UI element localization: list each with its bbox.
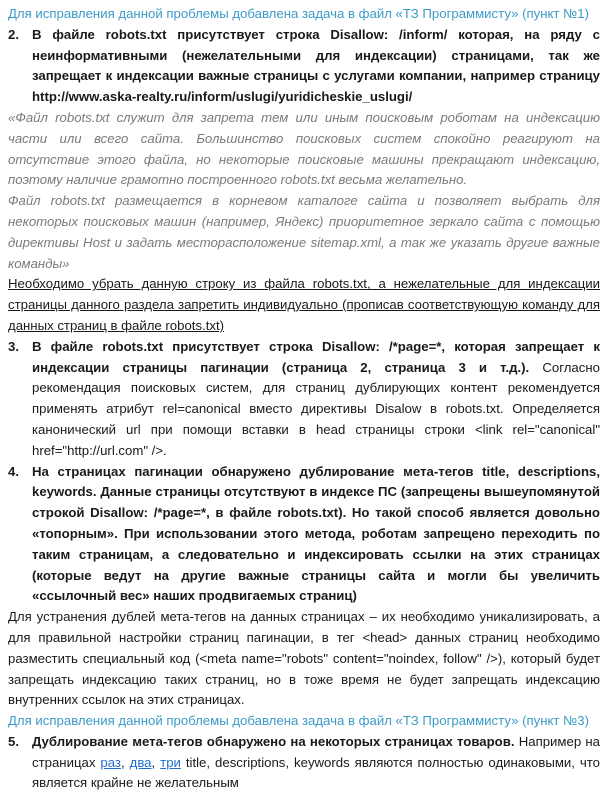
item-heading: В файле robots.txt присутствует строка Disallow: /inform/ которая, на ряду с неинформативными (нежелательными для индексации) страницами, так же запрещает к индексации важные страницы с услугами компании, например страницу http://www.aska-realty.ru/inform/uslugi/yuridicheskie_uslugi/ (32, 26, 600, 105)
recommendation-underlined: Необходимо убрать данную строку из файла robots.txt, а нежелательные для индексации страницы данного раздела запретить индивидуально (прописав соответствующую команду для данных страниц в файле robots.txt) (8, 276, 600, 333)
item-number: 3. (8, 338, 19, 354)
item-body: Например на страницах (32, 733, 600, 770)
quote-paragraph-2: Файл robots.txt размещается в корневом каталоге сайта и позволяет выбрать для некоторых поисковых машин (например, Яндекс) приоритетное зеркало сайта с помощью директивы Host и задать месторасположение sitemap.xml, а так же указать другие важные команды» (8, 193, 600, 271)
item-heading: В файле robots.txt присутствует строка Disallow: /*page=*, которая запрещает к индексации страницы пагинации (страница 2, страница 3 и т.д.). (32, 338, 600, 375)
item-number: 4. (8, 463, 19, 479)
quote-paragraph-1: «Файл robots.txt служит для запрета тем или иным поисковым роботам на индексацию части или всего сайта. Большинство поисковых систем спокойно реагируют на отсутствие этого файла, но некоторые поисковые машины прекращают индексацию, поэтому наличие грамотно построенного robots.txt весьма желательно. (8, 109, 600, 188)
separator: , (151, 754, 161, 770)
list-item-3 (8, 337, 600, 462)
item-number: 2. (8, 26, 19, 42)
separator: , (120, 754, 130, 770)
list-item-2 (8, 25, 600, 108)
item-body: Согласно рекомендация поисковых систем, для страниц дублирующих контент рекомендуется применять атрибут rel=canonical вместо директивы Disalow в robots.txt. Определяется канонический url при помощи вставки в head страницы строки <link rel="canonical" href="http://url.com" />. (32, 359, 600, 458)
list-item-5 (8, 732, 600, 794)
example-link-2[interactable]: два (129, 754, 152, 770)
list-item-4 (8, 462, 600, 608)
item-body-tail: title, descriptions, keywords являются полностью одинаковыми, что является крайне не желательным (32, 754, 601, 791)
example-link-1[interactable]: раз (100, 754, 121, 770)
explanation-paragraph: Для устранения дублей мета-тегов на данных страницах – их необходимо уникализировать, а для правильной настройки страниц пагинации, в тег <head> данных страниц необходимо разместить специальный код (<meta name="robots" content="noindex, follow" />), который будет запрещать индексацию таких страниц, но в тоже время не будет запрещать индексацию внутренних ссылок на этих страницах. (8, 609, 600, 708)
item-heading: Дублирование мета-тегов обнаружено на некоторых страницах товаров. (32, 733, 515, 749)
task-note-3: Для исправления данной проблемы добавлена задача в файл «ТЗ Программисту» (пункт №3) (8, 713, 589, 729)
example-link-3[interactable]: три (160, 754, 181, 770)
item-heading: На страницах пагинации обнаружено дублирование мета-тегов title, descriptions, keywords. Данные страницы отсутствуют в индексе ПС (запрещены вышеупомянутой строкой Disallow: /*page=*, в файле robots.txt). Но такой способ является довольно «топорным». При использовании этого метода, роботам запрещено переходить по таким страницам, а следовательно и индексировать ссылки на этих страницах (которые ведут на другие важные страницы сайта и могли бы увеличить «ссылочный вес» наших продвигаемых страниц) (32, 463, 600, 604)
item-number: 5. (8, 733, 19, 749)
task-note-1: Для исправления данной проблемы добавлена задача в файл «ТЗ Программисту» (пункт №1) (8, 6, 589, 21)
